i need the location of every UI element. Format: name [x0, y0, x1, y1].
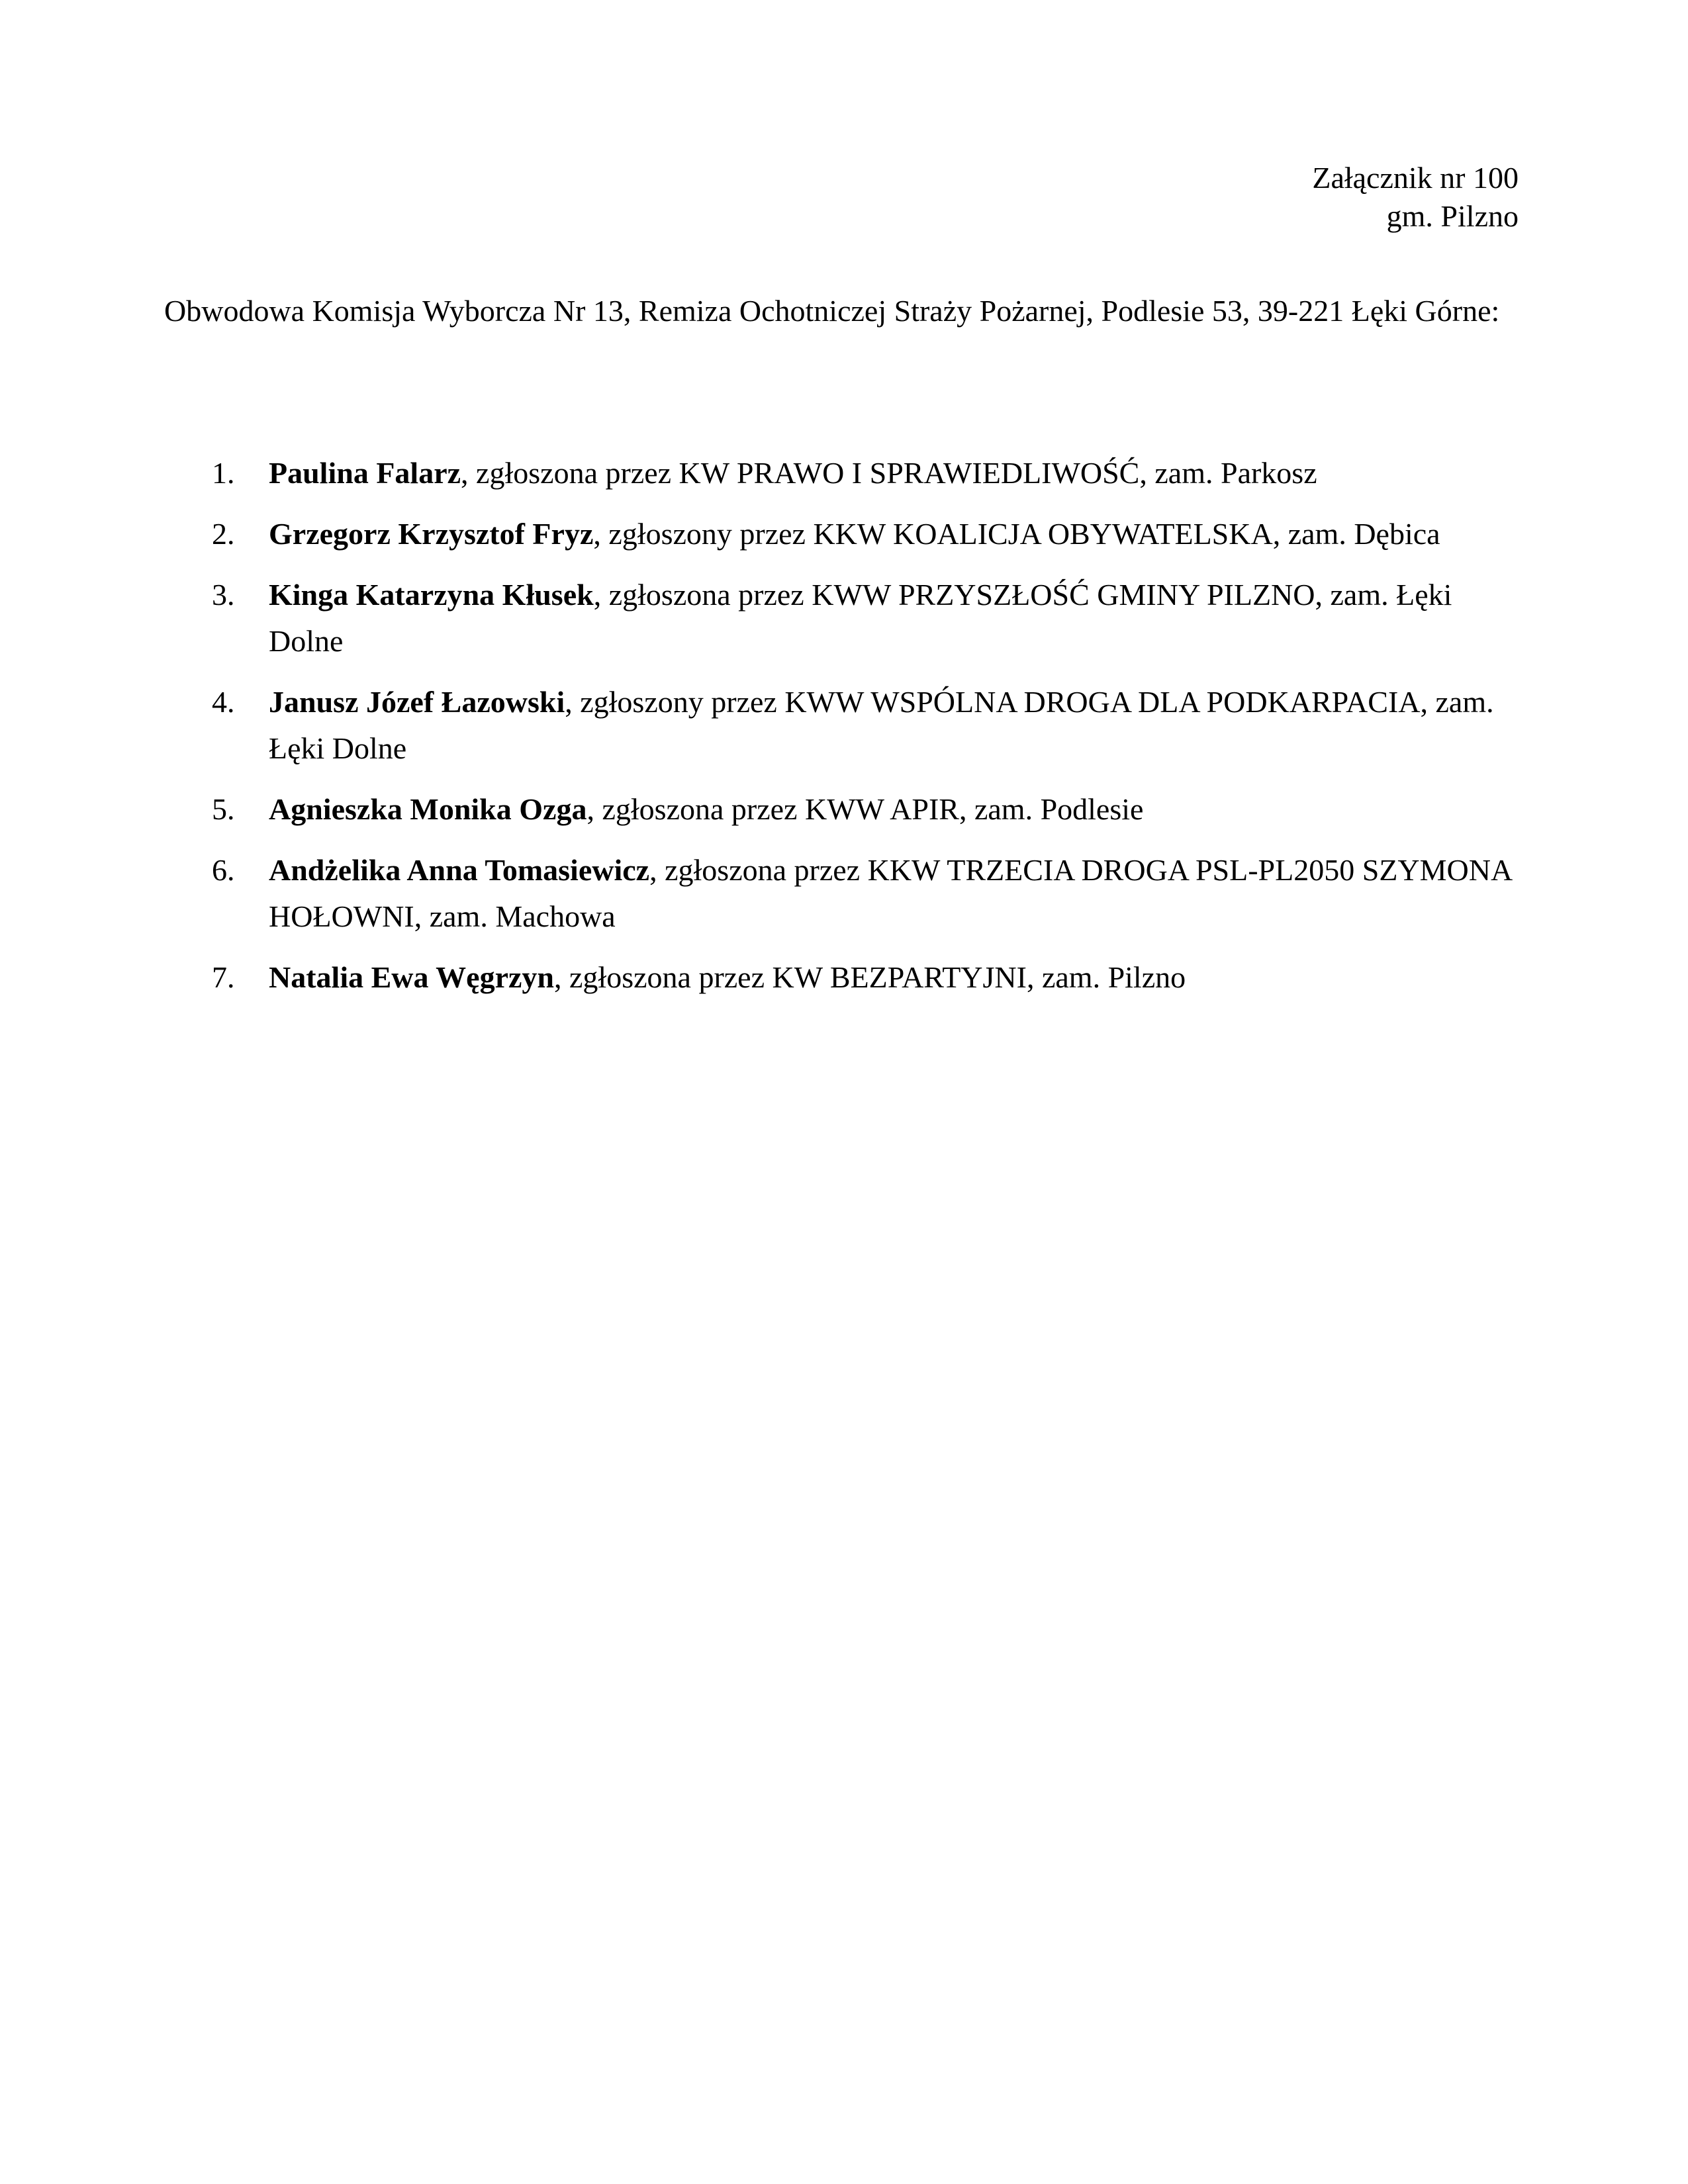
item-number: 6.	[212, 853, 235, 887]
item-number: 3.	[212, 578, 235, 612]
member-name: Paulina Falarz	[269, 456, 461, 490]
member-list	[164, 450, 1515, 1015]
member-name: Janusz Józef Łazowski	[269, 685, 565, 719]
member-name: Kinga Katarzyna Kłusek	[269, 578, 594, 612]
member-name: Grzegorz Krzysztof Fryz	[269, 517, 594, 551]
commission-address: Obwodowa Komisja Wyborcza Nr 13, Remiza Ochotniczej Straży Pożarnej, Podlesie 53, 39-221 Łęki Górne:	[164, 294, 1500, 328]
list-item	[164, 450, 1515, 496]
attachment-number: Załącznik nr 100	[1312, 161, 1519, 195]
member-name: Natalia Ewa Węgrzyn	[269, 960, 555, 994]
item-number: 5.	[212, 792, 235, 826]
member-name: Andżelika Anna Tomasiewicz	[269, 853, 650, 887]
member-details: , zgłoszony przez KKW KOALICJA OBYWATELSKA, zam. Dębica	[593, 517, 1440, 551]
list-item	[164, 572, 1515, 664]
municipality-name: gm. Pilzno	[1386, 199, 1519, 233]
list-item	[164, 679, 1515, 772]
member-details: , zgłoszona przez KWW PRZYSZŁOŚĆ GMINY PILZNO, zam. Łęki Dolne	[269, 578, 1452, 658]
list-item	[164, 847, 1515, 940]
item-number: 1.	[212, 456, 235, 490]
member-details: , zgłoszona przez KW BEZPARTYJNI, zam. Pilzno	[554, 960, 1186, 994]
member-details: , zgłoszona przez KW PRAWO I SPRAWIEDLIWOŚĆ, zam. Parkosz	[461, 456, 1317, 490]
member-name: Agnieszka Monika Ozga	[269, 792, 587, 826]
item-number: 2.	[212, 517, 235, 551]
member-details: , zgłoszona przez KKW TRZECIA DROGA PSL-PL2050 SZYMONA HOŁOWNI, zam. Machowa	[269, 853, 1511, 933]
list-item	[164, 954, 1515, 1001]
member-details: , zgłoszona przez KWW APIR, zam. Podlesie	[586, 792, 1144, 826]
item-number: 7.	[212, 960, 235, 994]
item-number: 4.	[212, 685, 235, 719]
attachment-header	[1312, 159, 1519, 236]
list-item	[164, 511, 1515, 557]
member-details: , zgłoszony przez KWW WSPÓLNA DROGA DLA PODKARPACIA, zam. Łęki Dolne	[269, 685, 1494, 765]
list-item	[164, 786, 1515, 833]
